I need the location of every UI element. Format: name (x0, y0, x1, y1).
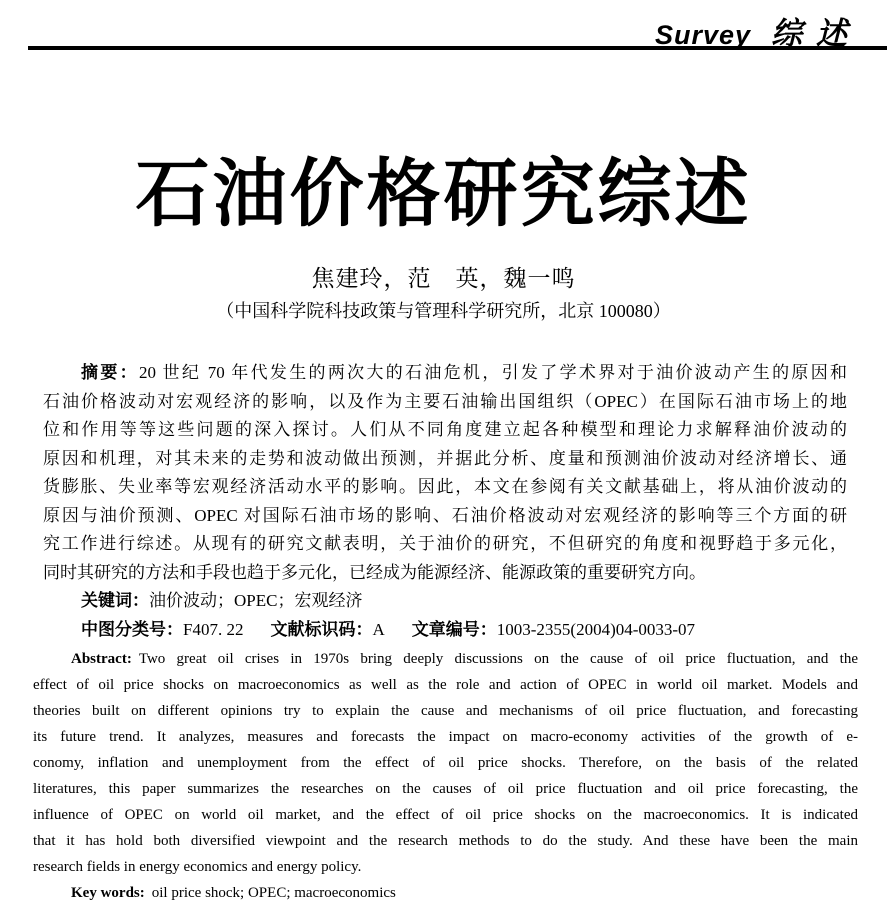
abstract-en-first-text: Two great oil crises in 1970s bring deeply discussions on the cause of oil price fluctuation, and the (138, 651, 858, 667)
text-line: effect of oil price shocks on macroeconomics as well as the role and action of OPEC in world oil market. Models and (33, 677, 858, 693)
article-title: 石油价格研究综述 (135, 152, 752, 235)
text-line: literatures, this paper summarizes the researches on the causes of oil price fluctuation and oil price forecasting, the (33, 781, 858, 797)
keywords-en-text: oil price shock; OPEC; macroeconomics (151, 885, 396, 901)
keywords-cn-label: 关键词： (81, 591, 149, 610)
chinese-abstract-block (43, 359, 847, 644)
classification-line (43, 616, 847, 645)
text-line: 原因和机理，对其未来的走势和波动做出预测，并据此分析、度量和预测油价波动对经济增长、通 (43, 448, 847, 468)
keywords-en-line (33, 880, 858, 904)
abstract-cn-label: 摘要： (81, 363, 139, 382)
text-line: 究工作进行综述。从现有的研究文献表明，关于油价的研究，不但研究的角度和视野趋于多元化， (43, 534, 847, 553)
doc-code-value: A (372, 619, 385, 639)
running-head (0, 0, 887, 51)
text-line: research fields in energy economics and energy policy. (33, 859, 362, 875)
clc-value: F407. 22 (183, 619, 244, 639)
article-id-value: 1003-2355(2004)04-0033-07 (496, 619, 696, 639)
abstract-cn-lines (43, 388, 847, 588)
text-line: 位和作用等等这些问题的深入探讨。人们从不同角度建立起各种模型和理论力求解释油价波动的 (43, 420, 847, 439)
abstract-cn-first-line (43, 359, 847, 388)
english-abstract-block (33, 646, 858, 904)
keywords-en-label: Key words: (71, 885, 145, 901)
keywords-cn-text: 油价波动；OPEC；宏观经济 (149, 591, 363, 610)
text-line: its future trend. It analyzes, measures and forecasts the impact on macro-economy activities of the growth of e- (33, 729, 858, 745)
article-id-label: 文章编号： (411, 619, 497, 639)
text-line: 同时其研究的方法和手段也趋于多元化，已经成为能源经济、能源政策的重要研究方向。 (43, 562, 706, 582)
affiliation-line: （中国科学院科技政策与管理科学研究所，北京 100080） (216, 301, 671, 321)
abstract-cn-first-text: 20 世纪 70 年代发生的两次大的石油危机，引发了学术界对于油价波动产生的原因和 (138, 363, 848, 382)
abstract-en-first-line (33, 646, 858, 672)
text-line: 石油价格波动对宏观经济的影响，以及作为主要石油输出国组织（OPEC）在国际石油市场上的地 (43, 391, 847, 411)
abstract-en-lines (33, 672, 858, 880)
text-line: 原因与油价预测、OPEC 对国际石油市场的影响、石油价格波动对宏观经济的影响等三个方面的研 (43, 505, 847, 525)
doc-code-label: 文献标识码： (270, 619, 373, 639)
abstract-en-label: Abstract: (71, 651, 132, 667)
text-line: conomy, inflation and unemployment from the effect of oil price shocks. Therefore, on the basis of the related (33, 755, 858, 771)
text-line: 货膨胀、失业率等宏观经济活动水平的影响。因此，本文在参阅有关文献基础上，将从油价波动的 (43, 477, 847, 496)
text-line: that it has hold both diversified viewpoint and the research methods to do the study. And these have been the main (33, 833, 858, 849)
keywords-cn-line (43, 587, 847, 616)
journal-section-label-en: Survey (654, 20, 751, 50)
text-line: influence of OPEC on world oil market, and the effect of oil price shocks on the macroeconomics. It is indicated (33, 807, 858, 823)
text-line: theories built on different opinions try to explain the cause and mechanisms of oil price fluctuation, and forecasting (33, 703, 858, 719)
clc-label: 中图分类号： (81, 619, 183, 639)
journal-section-label-cn: 综述 (771, 16, 861, 51)
authors-line: 焦建玲，范 英，魏一鸣 (311, 266, 576, 291)
